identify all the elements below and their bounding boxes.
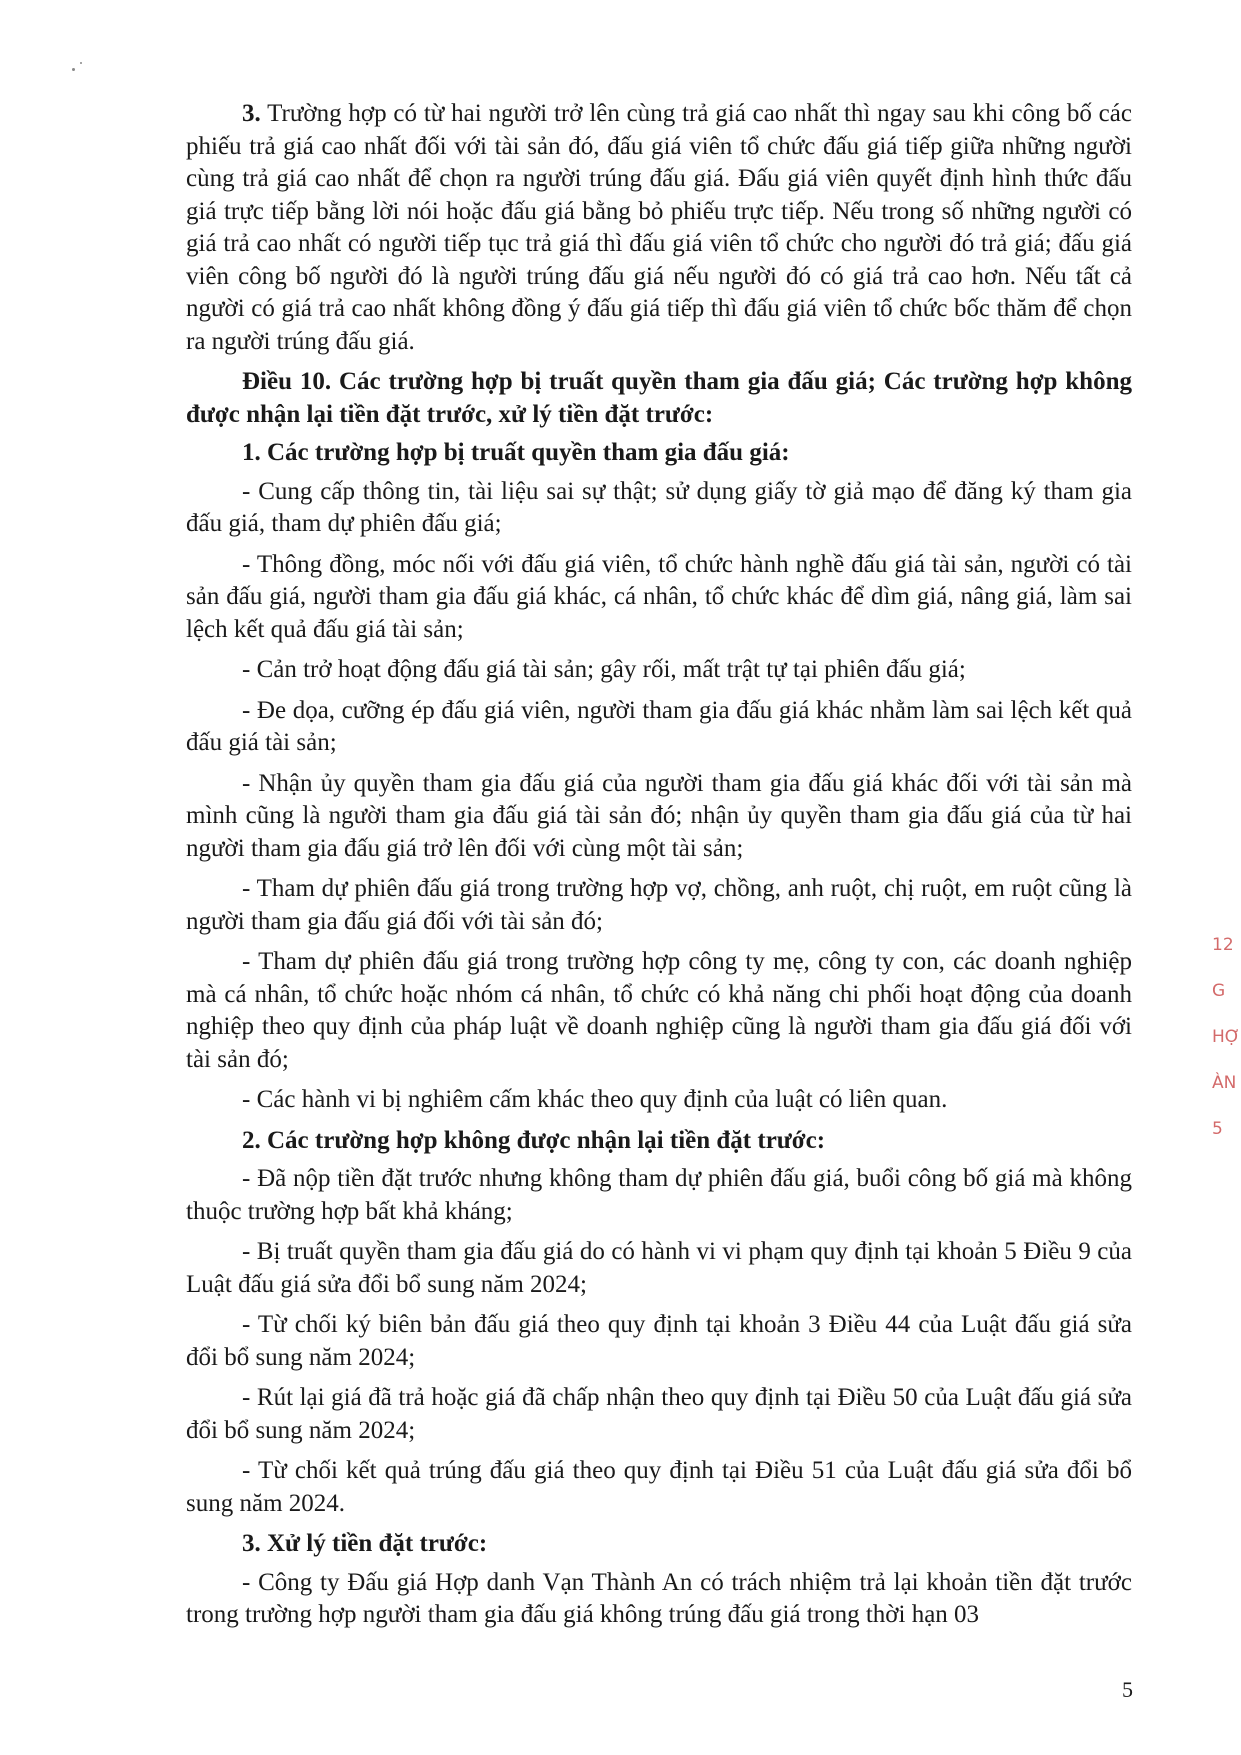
page-number: 5 xyxy=(1122,1677,1133,1702)
article-10-heading: Điều 10. Các trường hợp bị truất quyền tham gia đấu giá; Các trường hợp không được nhận lại tiền đặt trước, xử lý tiền đặt trước: xyxy=(186,368,1132,428)
seal-fragment: 12 xyxy=(1212,935,1234,955)
list-item: - Từ chối ký biên bản đấu giá theo quy định tại khoản 3 Điều 44 của Luật đấu giá sửa đổi bổ sung năm 2024; xyxy=(186,1311,1132,1371)
list-item: - Rút lại giá đã trả hoặc giá đã chấp nhận theo quy định tại Điều 50 của Luật đấu giá sửa đổi bổ sung năm 2024; xyxy=(186,1384,1132,1444)
seal-stamp-edge xyxy=(1212,922,1241,1142)
section-2-heading: 2. Các trường hợp không được nhận lại tiền đặt trước: xyxy=(242,1126,826,1154)
paragraph-auction-tie xyxy=(186,98,1132,358)
scan-speck xyxy=(72,68,75,71)
list-item: - Tham dự phiên đấu giá trong trường hợp vợ, chồng, anh ruột, chị ruột, em ruột cũng là người tham gia đấu giá đối với tài sản đó; xyxy=(186,875,1132,935)
list-item: - Cung cấp thông tin, tài liệu sai sự thật; sử dụng giấy tờ giả mạo để đăng ký tham gia đấu giá, tham dự phiên đấu giá; xyxy=(186,477,1132,537)
list-item: - Thông đồng, móc nối với đấu giá viên, tổ chức hành nghề đấu giá tài sản, người có tài sản đấu giá, người tham gia đấu giá khác, cá nhân, tổ chức khác để dìm giá, nâng giá, làm sai lệch kết quả đấu giá tài sản; xyxy=(186,550,1132,643)
seal-fragment: HỢ xyxy=(1212,1027,1241,1047)
seal-fragment: G xyxy=(1212,981,1226,1001)
list-item: - Công ty Đấu giá Hợp danh Vạn Thành An có trách nhiệm trả lại khoản tiền đặt trước trong trường hợp người tham gia đấu giá không trúng đấu giá trong thời hạn 03 xyxy=(186,1568,1132,1628)
document-page xyxy=(186,98,1132,1636)
clause-text: Trường hợp có từ hai người trở lên cùng trả giá cao nhất thì ngay sau khi công bố các phiếu trả giá cao nhất đối với tài sản đó, đấu giá viên tổ chức đấu giá tiếp giữa những người cùng trả giá cao nhất để chọn ra người trúng đấu giá. Đấu giá viên quyết định hình thức đấu giá trực tiếp bằng lời nói hoặc đấu giá bằng bỏ phiếu trực tiếp. Nếu trong số những người có giá trả cao nhất có người tiếp tục trả giá thì đấu giá viên tổ chức cho người đó trả giá; đấu giá viên công bố người đó là người trúng đấu giá nếu người đó có giá trả cao hơn. Nếu tất cả người có giá trả cao nhất không đồng ý đấu giá tiếp thì đấu giá viên tổ chức bốc thăm để chọn ra người trúng đấu giá. xyxy=(186,100,1132,355)
list-item: - Từ chối kết quả trúng đấu giá theo quy định tại Điều 51 của Luật đấu giá sửa đổi bổ sung năm 2024. xyxy=(186,1457,1132,1517)
list-item: - Nhận ủy quyền tham gia đấu giá của người tham gia đấu giá khác đối với tài sản mà mình cũng là người tham gia đấu giá tài sản đó; nhận ủy quyền tham gia đấu giá của từ hai người tham gia đấu giá trở lên đối với cùng một tài sản; xyxy=(186,769,1132,862)
section-1-heading: 1. Các trường hợp bị truất quyền tham gia đấu giá: xyxy=(242,439,790,466)
list-item: - Đã nộp tiền đặt trước nhưng không tham dự phiên đấu giá, buổi công bố giá mà không thuộc trường hợp bất khả kháng; xyxy=(186,1165,1132,1225)
list-item: - Bị truất quyền tham gia đấu giá do có hành vi vi phạm quy định tại khoản 5 Điều 9 của Luật đấu giá sửa đổi bổ sung năm 2024; xyxy=(186,1238,1132,1298)
seal-fragment: 5 xyxy=(1212,1119,1223,1139)
list-item: - Tham dự phiên đấu giá trong trường hợp công ty mẹ, công ty con, các doanh nghiệp mà cá nhân, tổ chức hoặc nhóm cá nhân, tổ chức có khả năng chi phối hoạt động của doanh nghiệp theo quy định của pháp luật về doanh nghiệp cũng là người tham gia đấu giá đối với tài sản đó; xyxy=(186,948,1132,1073)
clause-number: 3. xyxy=(242,100,261,127)
seal-fragment: ÀN xyxy=(1212,1073,1237,1093)
section-3-heading: 3. Xử lý tiền đặt trước: xyxy=(242,1530,488,1557)
list-item: - Đe dọa, cưỡng ép đấu giá viên, người tham gia đấu giá khác nhằm làm sai lệch kết quả đấu giá tài sản; xyxy=(186,696,1132,756)
list-item: - Cản trở hoạt động đấu giá tài sản; gây rối, mất trật tự tại phiên đấu giá; xyxy=(242,656,966,683)
list-item: - Các hành vi bị nghiêm cấm khác theo quy định của luật có liên quan. xyxy=(242,1086,948,1113)
scan-speck xyxy=(80,62,82,64)
